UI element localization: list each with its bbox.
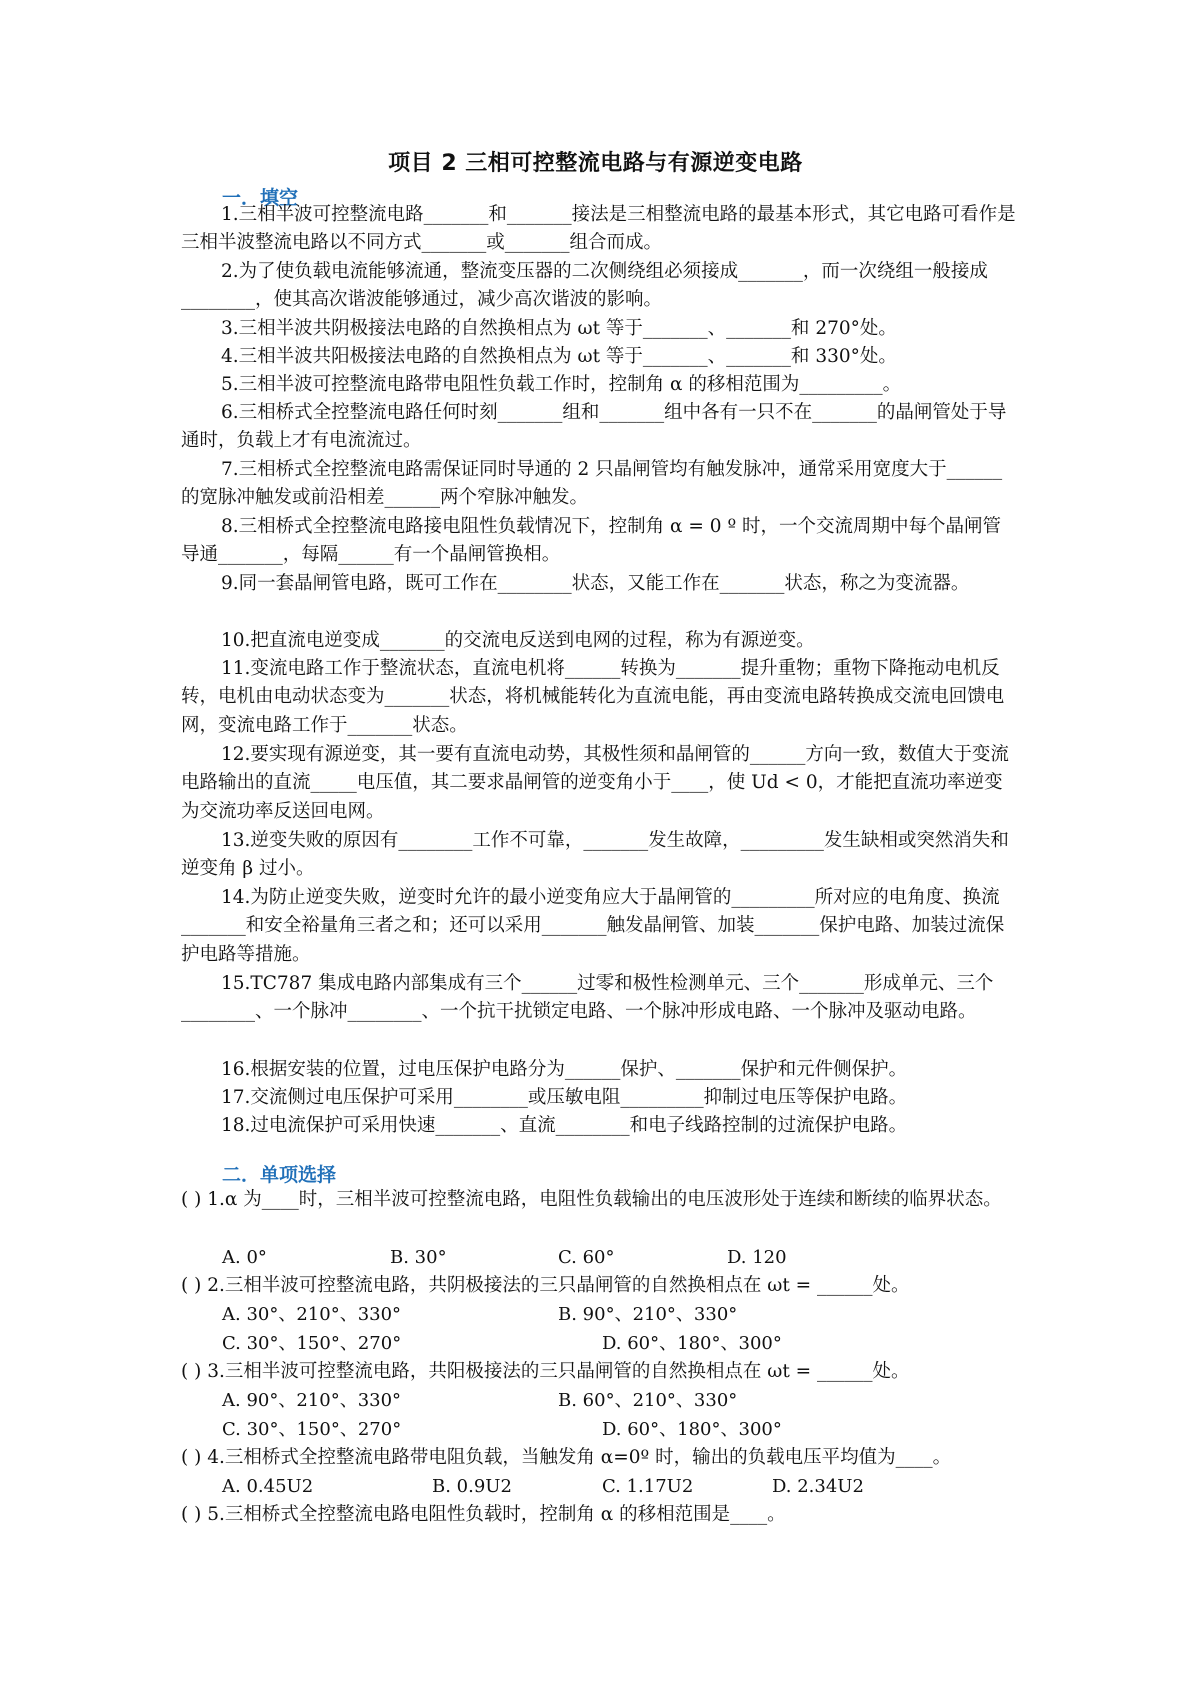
option-b: B. 60°、210°、330° [558,1390,738,1411]
fill-item-3: 3.三相半波共阴极接法电路的自然换相点为 ωt 等于_______、_______和 270°处。 [221,318,897,339]
option-a: A. 0° [222,1247,267,1268]
fill-item-18: 18.过电流保护可采用快速_______、直流________和电子线路控制的过流保护电路。 [221,1115,908,1136]
option-b: B. 0.9U2 [432,1476,512,1497]
section-heading-single-choice: 二．单项选择 [222,1164,337,1186]
fill-item-12: 12.要实现有源逆变，其一要有直流电动势，其极性须和晶闸管的______方向一致，数值大于变流电路输出的直流_____电压值，其二要求晶闸管的逆变角小于____，使 Ud < 0，才能把直流功率逆变为交流功率反送回电网。 [181,744,1009,822]
section-heading-fill-in: 一．填空 [222,187,299,209]
fill-item-9: 9.同一套晶闸管电路，既可工作在________状态，又能工作在_______状态，称之为变流器。 [221,573,970,594]
choice-options-4 [222,1473,1022,1501]
option-a: A. 90°、210°、330° [222,1390,402,1411]
page-title: 项目 2 三相可控整流电路与有源逆变电路 [388,151,803,176]
fill-item-13: 13.逆变失败的原因有________工作不可靠，_______发生故障，_________发生缺相或突然消失和逆变角 β 过小。 [181,830,1009,880]
fill-item-1: 1.三相半波可控整流电路_______和_______接法是三相整流电路的最基本形式，其它电路可看作是三相半波整流电路以不同方式_______或_______组合而成。 [181,204,1016,254]
fill-item-17: 17.交流侧过电压保护可采用________或压敏电阻_________抑制过电压等保护电路。 [221,1087,908,1108]
option-a: A. 30°、210°、330° [222,1304,402,1325]
choice-options-2a [222,1301,1022,1329]
choice-options-3b [222,1416,1022,1444]
option-d: D. 60°、180°、300° [602,1419,782,1440]
fill-item-7: 7.三相桥式全控整流电路需保证同时导通的 2 只晶闸管均有触发脉冲，通常采用宽度大于______的宽脉冲触发或前沿相差______两个窄脉冲触发。 [181,459,1003,509]
option-c: C. 60° [558,1247,615,1268]
option-d: D. 2.34U2 [772,1476,864,1497]
fill-item-15: 15.TC787 集成电路内部集成有三个______过零和极性检测单元、三个_______形成单元、三个________、一个脉冲________、一个抗干扰锁定电路、一个脉冲形成电路、一个脉冲及驱动电路。 [181,973,994,1023]
fill-item-11: 11.变流电路工作于整流状态，直流电机将______转换为_______提升重物；重物下降拖动电机反转，电机由电动状态变为_______状态，将机械能转化为直流电能，再由变流电路转换成交流电回馈电网，变流电路工作于_______状态。 [181,658,1005,736]
fill-item-4: 4.三相半波共阳极接法电路的自然换相点为 ωt 等于_______、_______和 330°处。 [221,346,897,367]
option-c: C. 30°、150°、270° [222,1333,402,1354]
option-b: B. 30° [390,1247,447,1268]
option-c: C. 1.17U2 [602,1476,694,1497]
choice-question-1: ( ) 1.α 为____时，三相半波可控整流电路，电阻性负载输出的电压波形处于连续和断续的临界状态。 [181,1189,1002,1210]
fill-item-6: 6.三相桥式全控整流电路任何时刻_______组和_______组中各有一只不在_______的晶闸管处于导通时，负载上才有电流流过。 [181,402,1007,452]
option-d: D. 60°、180°、300° [602,1333,782,1354]
choice-options-1 [222,1244,1022,1272]
choice-question-5: ( ) 5.三相桥式全控整流电路电阻性负载时，控制角 α 的移相范围是____。 [181,1504,786,1525]
option-b: B. 90°、210°、330° [558,1304,738,1325]
choice-options-2b [222,1330,1022,1358]
option-c: C. 30°、150°、270° [222,1419,402,1440]
fill-item-2: 2.为了使负载电流能够流通，整流变压器的二次侧绕组必须接成_______，而一次绕组一般接成________，使其高次谐波能够通过，减少高次谐波的影响。 [181,261,988,311]
choice-question-4: ( ) 4.三相桥式全控整流电路带电阻负载，当触发角 α=0º 时，输出的负载电压平均值为____。 [181,1447,952,1468]
fill-item-10: 10.把直流电逆变成_______的交流电反送到电网的过程，称为有源逆变。 [221,630,815,651]
option-d: D. 120 [727,1247,787,1268]
fill-item-5: 5.三相半波可控整流电路带电阻性负载工作时，控制角 α 的移相范围为_________。 [221,374,902,395]
choice-options-3a [222,1387,1022,1415]
option-a: A. 0.45U2 [222,1476,314,1497]
choice-question-3: ( ) 3.三相半波可控整流电路，共阳极接法的三只晶闸管的自然换相点在 ωt = ______处。 [181,1361,910,1382]
fill-item-8: 8.三相桥式全控整流电路接电阻性负载情况下，控制角 α = 0 º 时，一个交流周期中每个晶闸管导通_______，每隔______有一个晶闸管换相。 [181,516,1002,566]
choice-question-2: ( ) 2.三相半波可控整流电路，共阴极接法的三只晶闸管的自然换相点在 ωt = ______处。 [181,1275,910,1296]
fill-item-16: 16.根据安装的位置，过电压保护电路分为______保护、_______保护和元件侧保护。 [221,1059,908,1080]
fill-item-14: 14.为防止逆变失败，逆变时允许的最小逆变角应大于晶闸管的_________所对应的电角度、换流_______和安全裕量角三者之和；还可以采用_______触发晶闸管、加装_______保护电路、加装过流保护电路等措施。 [181,887,1005,965]
